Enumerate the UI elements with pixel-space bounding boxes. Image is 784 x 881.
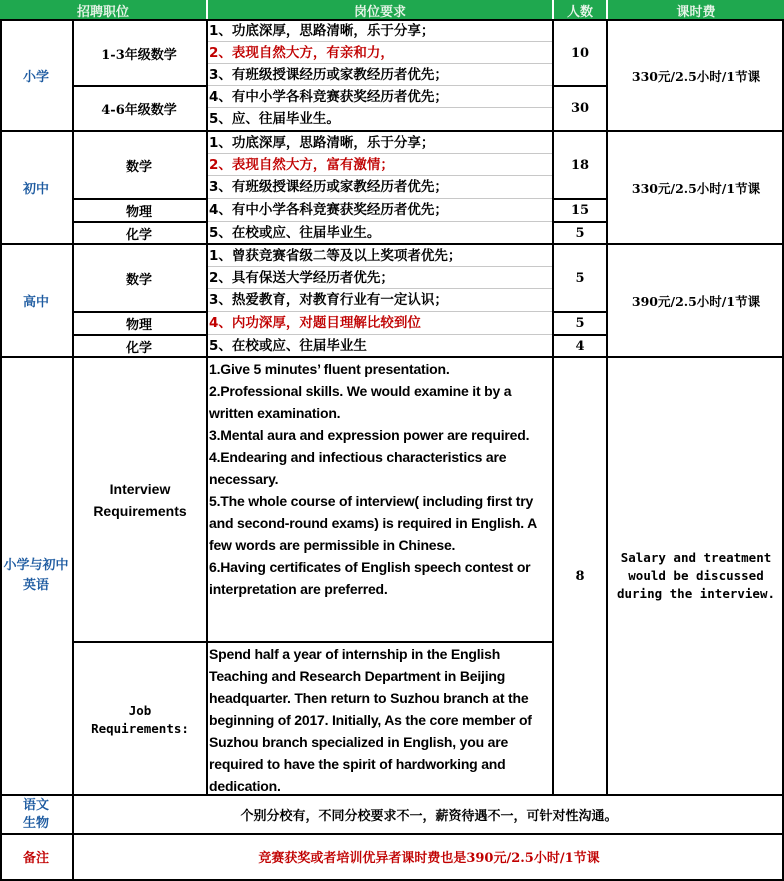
headcount-cell: 15 (570, 203, 590, 218)
requirement-item: 4、内功深厚，对题目理解比较到位 (209, 315, 421, 331)
interview-label: Interview Requirements (93, 481, 187, 519)
level-senior: 高中 (22, 295, 49, 310)
interview-item: 4.Endearing and infectious characteristics are necessary. (209, 449, 507, 487)
headcount-cell: 18 (570, 157, 590, 173)
subject-cell: 物理 (125, 204, 152, 220)
job-requirements: Spend half a year of internship in the English Teaching and Research Department in Beijing headquarter. Then return to Suzhou branch at the beginning of 2017. Initially, As the core member of Suzhou branch specialized in English, you are required to have the spirit of hardworking and dedication. (209, 646, 532, 794)
requirement-item: 4、有中小学各科竞赛获奖经历者优先； (209, 89, 448, 105)
header-headcount: 人数 (554, 0, 606, 20)
headcount-cell: 5 (575, 270, 585, 286)
headcount-cell: 5 (575, 225, 585, 241)
headcount-cell: 4 (575, 338, 585, 354)
subject-cell: 4-6年级数学 (101, 103, 177, 118)
headcount-cell: 8 (575, 568, 585, 584)
headcount-cell: 5 (575, 316, 585, 331)
requirement-item: 3、有班级授课经历或家教经历者优先； (209, 179, 448, 195)
fee-cell: Salary and treatment would be discussed during the interview. (616, 550, 776, 601)
remark-text: 竞赛获奖或者培训优异者课时费也是390元/2.5小时/1节课 (258, 851, 600, 866)
subject-cell: 数学 (125, 272, 152, 288)
subject-cell: 数学 (125, 159, 152, 175)
interview-item: 6.Having certificates of English speech contest or interpretation are preferred. (209, 559, 531, 597)
interview-requirements (209, 358, 553, 600)
requirement-item: 1、功底深厚，思路清晰，乐于分享； (209, 23, 435, 39)
headcount-cell: 10 (570, 45, 590, 61)
interview-item: 5.The whole course of interview( including first try and second-round exams) is required in English. A few words are permissible in Chinese. (209, 493, 537, 553)
requirement-item: 3、有班级授课经历或家教经历者优先； (209, 67, 448, 83)
requirement-item: 5、在校或应、往届毕业生 (209, 338, 367, 354)
requirement-item: 3、热爱教育，对教育行业有一定认识； (209, 292, 448, 308)
subject-cell: 化学 (125, 227, 152, 243)
requirement-item: 5、应、往届毕业生。 (209, 111, 340, 127)
level-other-line1: 语文 (22, 797, 49, 813)
level-other-line2: 生物 (22, 815, 49, 831)
level-junior: 初中 (22, 182, 49, 197)
headcount-cell: 30 (570, 101, 590, 116)
header-position: 招聘职位 (0, 0, 206, 20)
job-label: Job Requirements: (91, 703, 189, 736)
subject-cell: 1-3年级数学 (101, 47, 177, 63)
level-english: 小学与初中英语 (3, 558, 69, 593)
header-fee: 课时费 (608, 0, 784, 20)
interview-item: 3.Mental aura and expression power are required. (209, 427, 530, 443)
level-primary: 小学 (22, 70, 49, 85)
requirement-item: 2、具有保送大学经历者优先； (209, 270, 394, 286)
subject-cell: 化学 (125, 340, 152, 356)
requirement-item: 1、曾获竞赛省级二等及以上奖项者优先； (209, 248, 462, 264)
requirement-item: 2、表现自然大方，有亲和力， (209, 45, 394, 61)
interview-item: 1.Give 5 minutes’ fluent presentation. (209, 361, 450, 377)
requirement-item: 5、在校或应、往届毕业生。 (209, 225, 381, 241)
requirement-item: 2、表现自然大方，富有激情； (209, 157, 394, 173)
fee-cell: 330元/2.5小时/1节课 (631, 180, 761, 196)
requirement-item: 4、有中小学各科竞赛获奖经历者优先； (209, 202, 448, 218)
level-other (0, 795, 72, 834)
subject-cell: 物理 (125, 317, 152, 333)
requirement-item: 1、功底深厚，思路清晰，乐于分享； (209, 135, 435, 151)
header-requirements: 岗位要求 (208, 0, 552, 20)
fee-cell: 390元/2.5小时/1节课 (631, 293, 761, 309)
other-note: 个别分校有，不同分校要求不一，薪资待遇不一，可针对性沟通。 (240, 809, 618, 824)
remark-label: 备注 (22, 851, 49, 866)
interview-item: 2.Professional skills. We would examine it by a written examination. (209, 383, 512, 421)
fee-cell: 330元/2.5小时/1节课 (631, 68, 761, 84)
